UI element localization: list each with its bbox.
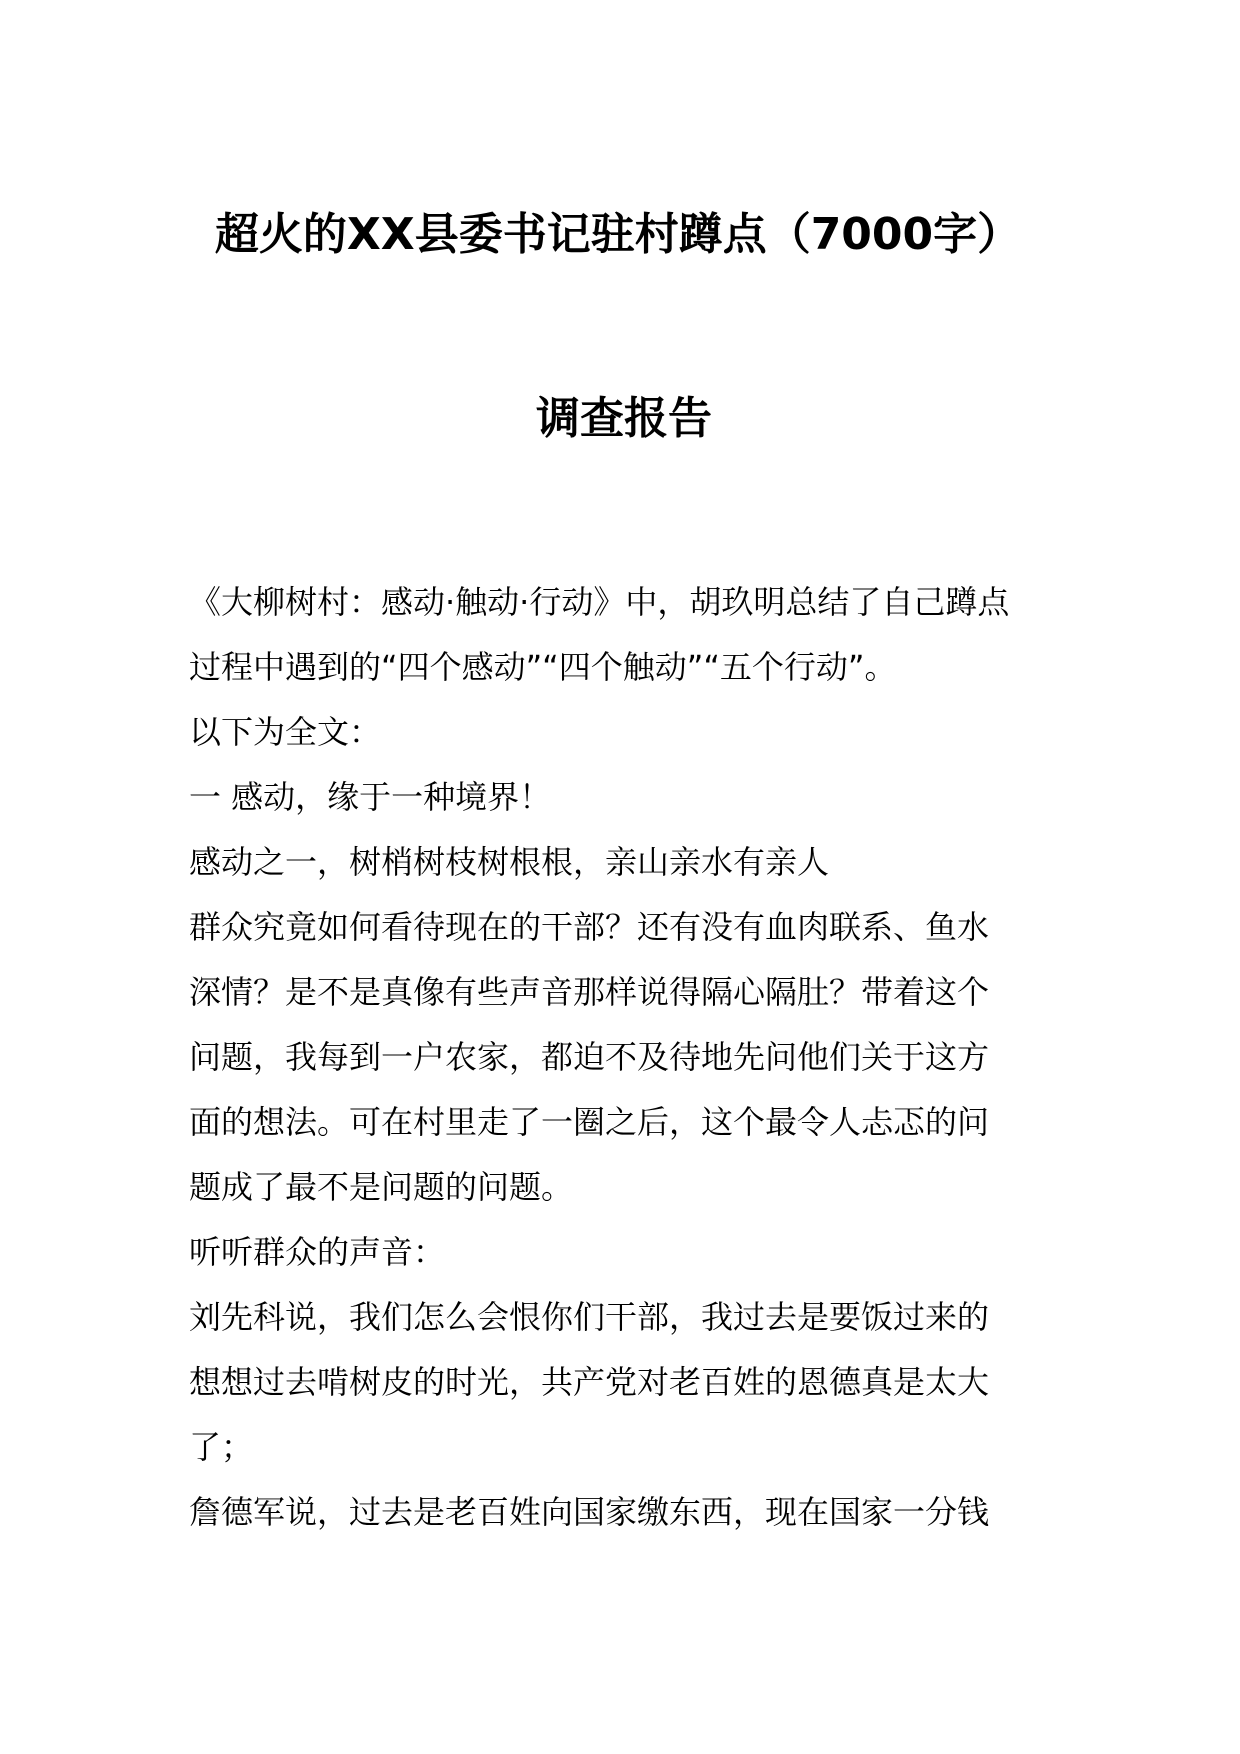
body-line: 群众究竟如何看待现在的干部？还有没有血肉联系、鱼水 — [189, 908, 990, 946]
body-line: 《大柳树村：感动·触动·行动》中，胡玖明总结了自己蹲点 — [189, 583, 1010, 621]
body-line: 听听群众的声音： — [189, 1233, 446, 1271]
section-heading: 一 感动，缘于一种境界！ — [189, 778, 552, 816]
body-line: 问题，我每到一户农家，都迫不及待地先问他们关于这方 — [189, 1038, 990, 1076]
body-line: 面的想法。可在村里走了一圈之后，这个最令人忐忑的问 — [189, 1103, 990, 1141]
document-body — [189, 570, 1059, 1545]
body-line: 题成了最不是问题的问题。 — [189, 1168, 574, 1206]
document-subtitle: 调查报告 — [536, 393, 712, 444]
body-line: 想想过去啃树皮的时光，共产党对老百姓的恩德真是太大 — [189, 1363, 990, 1401]
body-line: 深情？是不是真像有些声音那样说得隔心隔肚？带着这个 — [189, 973, 990, 1011]
body-line: 以下为全文： — [189, 713, 382, 751]
sub-heading: 感动之一，树梢树枝树根根，亲山亲水有亲人 — [189, 843, 830, 881]
body-line: 了； — [189, 1428, 254, 1466]
body-line: 刘先科说，我们怎么会恨你们干部，我过去是要饭过来的 — [189, 1298, 990, 1336]
body-line: 詹德军说，过去是老百姓向国家缴东西，现在国家一分钱 — [189, 1493, 990, 1531]
body-line: 过程中遇到的“四个感动”“四个触动”“五个行动”。 — [189, 648, 897, 686]
document-title: 超火的XX县委书记驻村蹲点（7000字） — [214, 209, 1022, 260]
